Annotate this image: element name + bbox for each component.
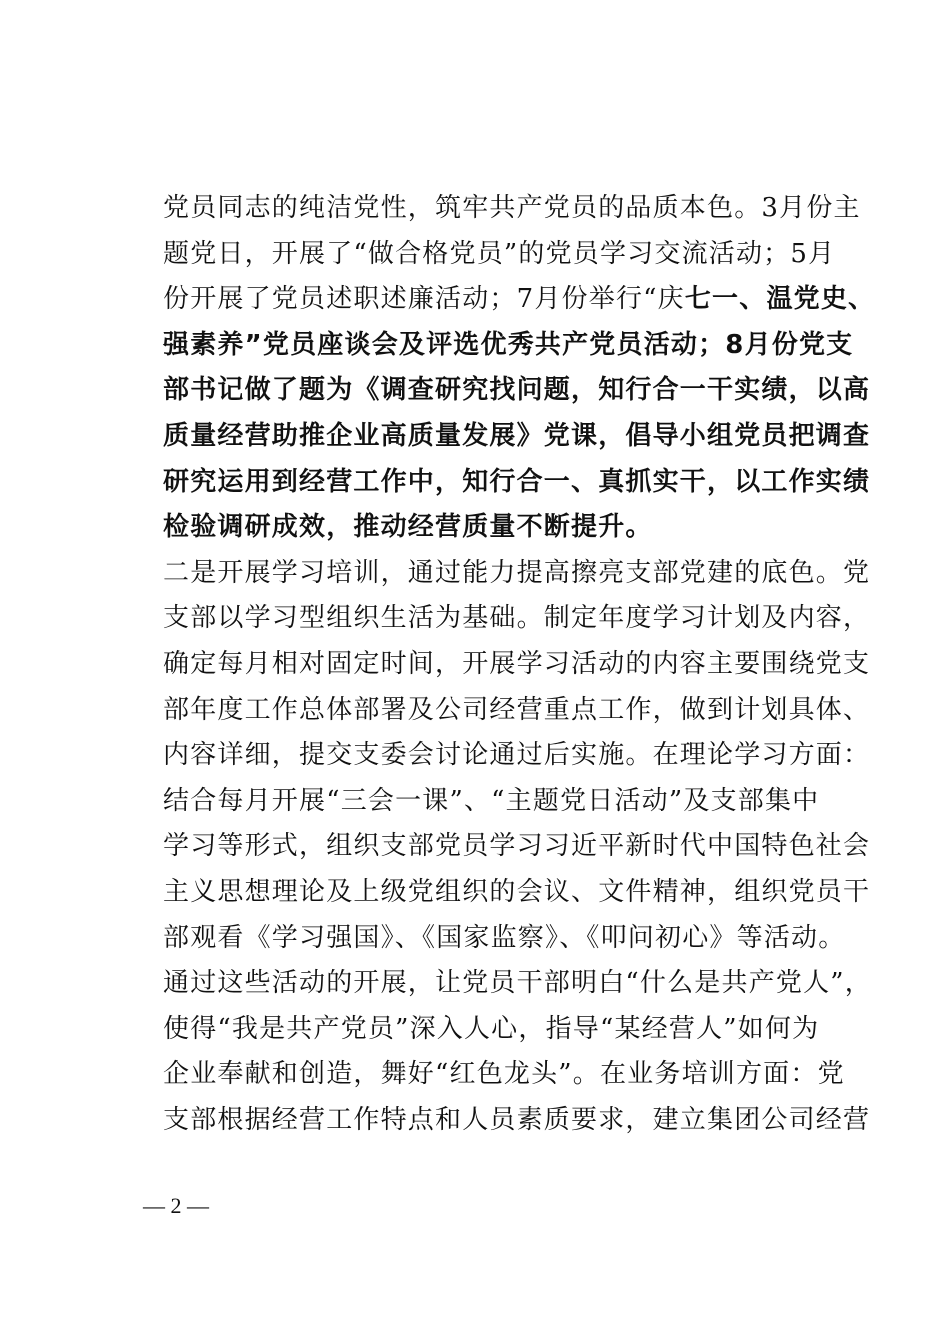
text-line bbox=[163, 277, 876, 323]
text-line bbox=[163, 186, 863, 232]
text-line bbox=[163, 505, 863, 551]
text-line bbox=[163, 1052, 863, 1098]
text-line bbox=[163, 779, 863, 825]
text-segment: 二是开展学习培训，通过能力提高擦亮支部党建的底色。党 bbox=[163, 557, 871, 588]
text-segment: 结合每月开展“三会一课”、“主题党日活动”及支部集中 bbox=[163, 785, 820, 816]
text-line bbox=[163, 642, 871, 688]
text-line bbox=[163, 916, 863, 962]
bold-text-segment: 检验调研成效，推动经营质量不断提升。 bbox=[163, 512, 653, 543]
body-text bbox=[163, 186, 876, 1143]
text-segment: 确定每月相对固定时间，开展学习活动的内容主要围绕党支 bbox=[163, 648, 871, 679]
text-line bbox=[163, 232, 863, 278]
text-segment: 内容详细，提交支委会讨论通过后实施。在理论学习方面： bbox=[163, 740, 871, 771]
text-line bbox=[163, 368, 871, 414]
text-line bbox=[163, 733, 871, 779]
text-line bbox=[163, 596, 871, 642]
text-segment: 使得“我是共产党员”深入人心，指导“某经营人”如何为 bbox=[163, 1013, 820, 1044]
text-line bbox=[163, 460, 871, 506]
text-segment: 通过这些活动的开展，让党员干部明白“什么是共产党人”， bbox=[163, 968, 872, 999]
text-line bbox=[163, 1098, 871, 1144]
text-line bbox=[163, 688, 871, 734]
page-number: — 2 — bbox=[143, 1193, 209, 1218]
text-segment: 主义思想理论及上级党组织的会议、文件精神，组织党员干 bbox=[163, 876, 871, 907]
text-segment: 企业奉献和创造，舞好“红色龙头”。在业务培训方面：党 bbox=[163, 1059, 845, 1090]
text-line bbox=[163, 323, 863, 369]
bold-text-segment: 七一、温党史、 bbox=[684, 284, 876, 315]
text-segment: 学习等形式，组织支部党员学习习近平新时代中国特色社会 bbox=[163, 831, 871, 862]
text-line bbox=[163, 1007, 863, 1053]
bold-text-segment: 质量经营助推企业高质量发展》党课，倡导小组党员把调查 bbox=[163, 420, 871, 451]
text-segment: 题党日，开展了“做合格党员”的党员学习交流活动；5月 bbox=[163, 238, 836, 269]
text-segment: 部年度工作总体部署及公司经营重点工作，做到计划具体、 bbox=[163, 694, 871, 725]
bold-text-segment: 部书记做了题为《调查研究找问题，知行合一干实绩，以高 bbox=[163, 375, 871, 406]
text-segment: 支部根据经营工作特点和人员素质要求，建立集团公司经营 bbox=[163, 1104, 871, 1135]
text-segment: 支部以学习型组织生活为基础。制定年度学习计划及内容， bbox=[163, 603, 871, 634]
text-line bbox=[163, 551, 871, 597]
text-line bbox=[163, 824, 871, 870]
text-line bbox=[163, 414, 871, 460]
text-segment: 份开展了党员述职述廉活动；7月份举行“庆 bbox=[163, 284, 685, 315]
bold-text-segment: 研究运用到经营工作中，知行合一、真抓实干，以工作实绩 bbox=[163, 466, 871, 497]
text-line bbox=[163, 961, 872, 1007]
text-segment: 党员同志的纯洁党性，筑牢共产党员的品质本色。3月份主 bbox=[163, 193, 861, 223]
bold-text-segment: 强素养”党员座谈会及评选优秀共产党员活动；8月份党支 bbox=[163, 329, 854, 360]
text-line bbox=[163, 870, 871, 916]
text-segment: 部观看《学习强国》、《国家监察》、《叩问初心》等活动。 bbox=[163, 922, 846, 953]
